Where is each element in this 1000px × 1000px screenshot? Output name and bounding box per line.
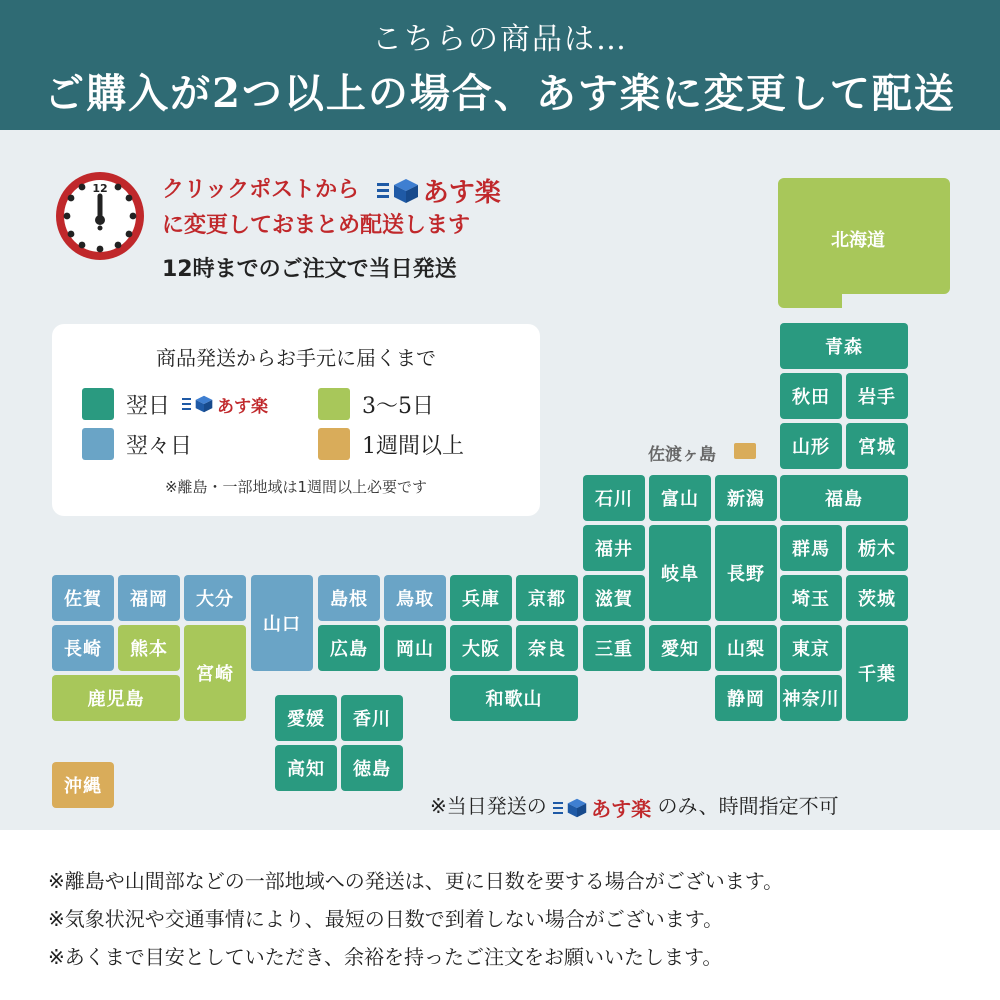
header-title: ご購入が2つ以上の場合、あす楽に変更して配送: [44, 70, 956, 117]
promo-line-2: に変更しておまとめ配送します: [162, 213, 471, 238]
legend-swatch-next-day: [82, 388, 114, 420]
asuraku-lines-icon: [377, 183, 389, 198]
prefecture-tile-chiba: 千葉: [846, 625, 908, 721]
legend-title: 商品発送からお手元に届くまで: [156, 346, 436, 370]
legend-swatch-two-days: [82, 428, 114, 460]
prefecture-tile-nara: 奈良: [516, 625, 578, 671]
prefecture-tile-ibaraki: 茨城: [846, 575, 908, 621]
header-banner: [0, 0, 1000, 130]
cube-icon: [567, 798, 587, 818]
prefecture-tile-okayama: 岡山: [384, 625, 446, 671]
legend-item-one-week: [318, 428, 464, 460]
prefecture-tile-yamagata: 山形: [780, 423, 842, 469]
prefecture-tile-fukui: 福井: [583, 525, 645, 571]
prefecture-tile-kagawa: 香川: [341, 695, 403, 741]
legend-label-one-week: 1週間以上: [362, 433, 464, 459]
prefecture-tile-kanagawa: 神奈川: [780, 675, 842, 721]
prefecture-tile-wakayama: 和歌山: [450, 675, 578, 721]
prefecture-tile-hyogo: 兵庫: [450, 575, 512, 621]
prefecture-tile-ishikawa: 石川: [583, 475, 645, 521]
prefecture-tile-mie: 三重: [583, 625, 645, 671]
prefecture-tile-nagano: 長野: [715, 525, 777, 621]
prefecture-tile-shizuoka: 静岡: [715, 675, 777, 721]
prefecture-tile-aichi: 愛知: [649, 625, 711, 671]
legend-label-3-5-days: 3～5日: [362, 393, 434, 419]
note-line: ※離島や山間部などの一部地域への発送は、更に日数を要する場合がございます。: [48, 869, 784, 893]
note-line: ※気象状況や交通事情により、最短の日数で到着しない場合がございます。: [48, 907, 724, 931]
map-footnote: [430, 790, 839, 822]
prefecture-tile-kochi: 高知: [275, 745, 337, 791]
asuraku-word: あす楽: [217, 396, 269, 417]
cube-icon: [393, 178, 419, 204]
prefecture-tile-fukushima: 福島: [780, 475, 908, 521]
clock-number: 12: [92, 182, 108, 195]
delivery-legend: [52, 324, 540, 516]
prefecture-tile-yamanashi: 山梨: [715, 625, 777, 671]
prefecture-tile-saitama: 埼玉: [780, 575, 842, 621]
prefecture-tile-kagoshima: 鹿児島: [52, 675, 180, 721]
map-footnote-post: のみ、時間指定不可: [657, 794, 839, 818]
prefecture-tile-okinawa: 沖縄: [52, 762, 114, 808]
prefecture-tile-hiroshima: 広島: [318, 625, 380, 671]
legend-label-two-days: 翌々日: [126, 433, 193, 459]
prefecture-tile-iwate: 岩手: [846, 373, 908, 419]
legend-item-two-days: [82, 428, 192, 460]
footnote-asuraku-logo: [553, 793, 651, 822]
legend-item-next-day: [82, 388, 268, 420]
sado-label: 佐渡ヶ島: [648, 445, 716, 465]
prefecture-tile-saga: 佐賀: [52, 575, 114, 621]
promo-line-3: 12時までのご注文で当日発送: [162, 257, 457, 282]
prefecture-tile-shimane: 島根: [318, 575, 380, 621]
clock-icon: [52, 168, 148, 264]
prefecture-tile-gunma: 群馬: [780, 525, 842, 571]
prefecture-tile-gifu: 岐阜: [649, 525, 711, 621]
sado-swatch: [734, 443, 756, 459]
notes-section: [48, 862, 783, 976]
prefecture-tile-tottori: 鳥取: [384, 575, 446, 621]
promo-line-1-text: クリックポストから: [162, 177, 360, 203]
prefecture-tile-tokyo: 東京: [780, 625, 842, 671]
prefecture-tile-fukuoka: 福岡: [118, 575, 180, 621]
prefecture-tile-osaka: 大阪: [450, 625, 512, 671]
legend-swatch-one-week: [318, 428, 350, 460]
prefecture-tile-kumamoto: 熊本: [118, 625, 180, 671]
prefecture-tile-tokushima: 徳島: [341, 745, 403, 791]
prefecture-tile-miyagi: 宮城: [846, 423, 908, 469]
legend-label-next-day: 翌日: [126, 393, 171, 419]
prefecture-label-hokkaido: 北海道: [831, 230, 885, 251]
note-line: ※あくまで目安としていただき、余裕を持ったご注文をお願いいたします。: [48, 945, 723, 969]
prefecture-tile-oita: 大分: [184, 575, 246, 621]
legend-swatch-3-5-days: [318, 388, 350, 420]
prefecture-tile-aomori: 青森: [780, 323, 908, 369]
prefecture-tile-ehime: 愛媛: [275, 695, 337, 741]
legend-asuraku-logo: [182, 392, 268, 417]
prefecture-tile-nagasaki: 長崎: [52, 625, 114, 671]
asuraku-word: あす楽: [422, 178, 501, 208]
prefecture-tile-kyoto: 京都: [516, 575, 578, 621]
promo-line-1: [162, 172, 501, 209]
prefecture-tile-hokkaido: [778, 178, 950, 310]
cube-icon: [195, 395, 213, 413]
legend-note: ※離島・一部地域は1週間以上必要です: [164, 478, 428, 496]
asuraku-lines-icon: [553, 802, 563, 814]
prefecture-tile-akita: 秋田: [780, 373, 842, 419]
prefecture-tile-miyazaki: 宮崎: [184, 625, 246, 721]
prefecture-tile-shiga: 滋賀: [583, 575, 645, 621]
header-subtitle: こちらの商品は…: [372, 22, 628, 57]
prefecture-tile-tochigi: 栃木: [846, 525, 908, 571]
map-footnote-pre: ※当日発送の: [430, 794, 547, 818]
legend-item-3-5-days: [318, 388, 434, 420]
asuraku-lines-icon: [182, 398, 191, 410]
asuraku-word: あす楽: [591, 797, 652, 821]
asuraku-logo: [377, 172, 501, 209]
prefecture-tile-yamaguchi: 山口: [251, 575, 313, 671]
prefecture-tile-niigata: 新潟: [715, 475, 777, 521]
prefecture-tile-toyama: 富山: [649, 475, 711, 521]
